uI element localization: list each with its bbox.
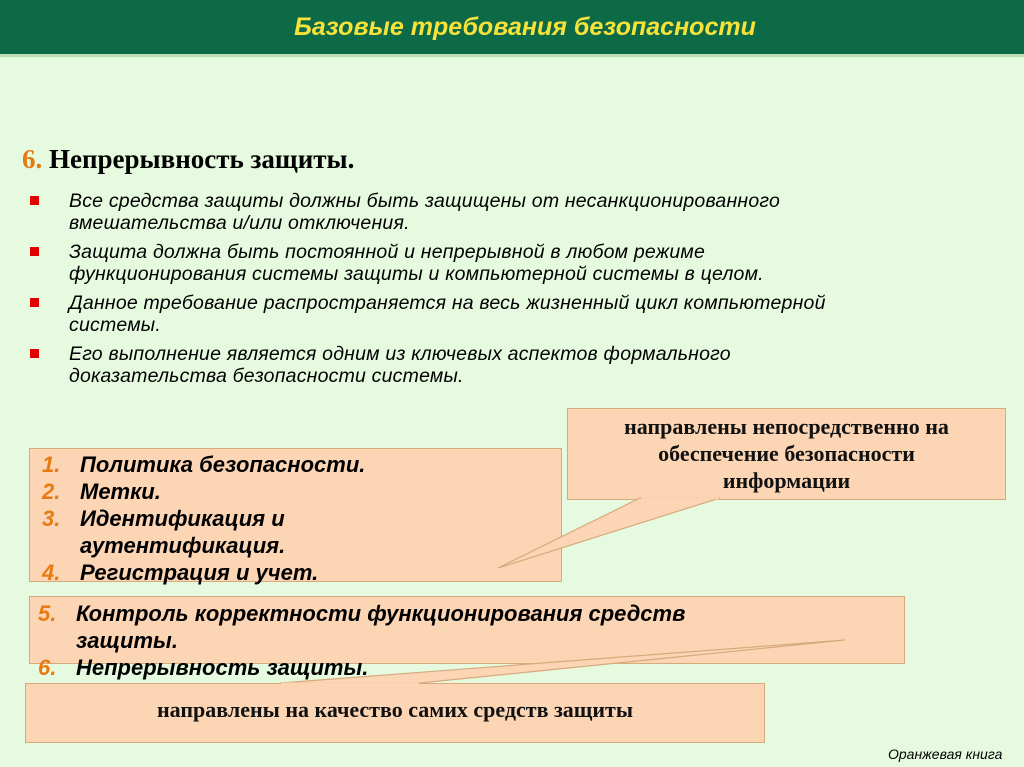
bullet-text-line2: системы. [69,314,161,336]
bullet-text-line1: Все средства защиты должны быть защищены от несанкционированного [69,190,781,212]
bullet-text-line2: функционирования системы защиты и компьютерной системы в целом. [69,263,764,285]
item-number: 2. [42,479,61,504]
bullet-text-line1: Данное требование распространяется на весь жизненный цикл компьютерной [69,292,826,314]
item-text: Идентификация и [80,506,285,531]
item-number: 3. [42,506,61,531]
slide-title: Базовые требования безопасности [294,13,756,41]
item-text: Контроль корректности функционирования средств [76,601,686,626]
bullet-text-line1: Защита должна быть постоянной и непрерывной в любом режиме [69,241,705,263]
item-number: 4. [42,560,61,585]
item-text: Регистрация и учет. [80,560,319,585]
item-number: 5. [38,601,57,626]
callout-bottom-pointer [280,640,845,683]
bullet-text-line2: доказательства безопасности системы. [69,365,464,387]
item-text: Метки. [80,479,161,504]
callout-top-line1: направлены непосредственно на [624,414,949,439]
item-text: Непрерывность защиты. [76,655,369,680]
callout-top-line2: обеспечение безопасности [658,441,915,466]
bullet-text-line1: Его выполнение является одним из ключевых аспектов формального [69,343,731,365]
item-text-cont: защиты. [76,628,178,653]
callout-top-pointer [498,498,720,568]
callout-bottom-text: направлены на качество самих средств защиты [156,697,634,722]
item-number: 6. [38,655,57,680]
item-text: Политика безопасности. [80,452,366,477]
item-text-cont: аутентификация. [80,533,286,558]
item-number: 1. [42,452,61,477]
section-title: Непрерывность защиты. [49,144,355,174]
bullet-text-line2: вмешательства и/или отключения. [69,212,410,234]
footer-source: Оранжевая книга [888,746,1003,762]
section-number: 6. [22,144,43,174]
callout-top-line3: информации [722,468,851,493]
